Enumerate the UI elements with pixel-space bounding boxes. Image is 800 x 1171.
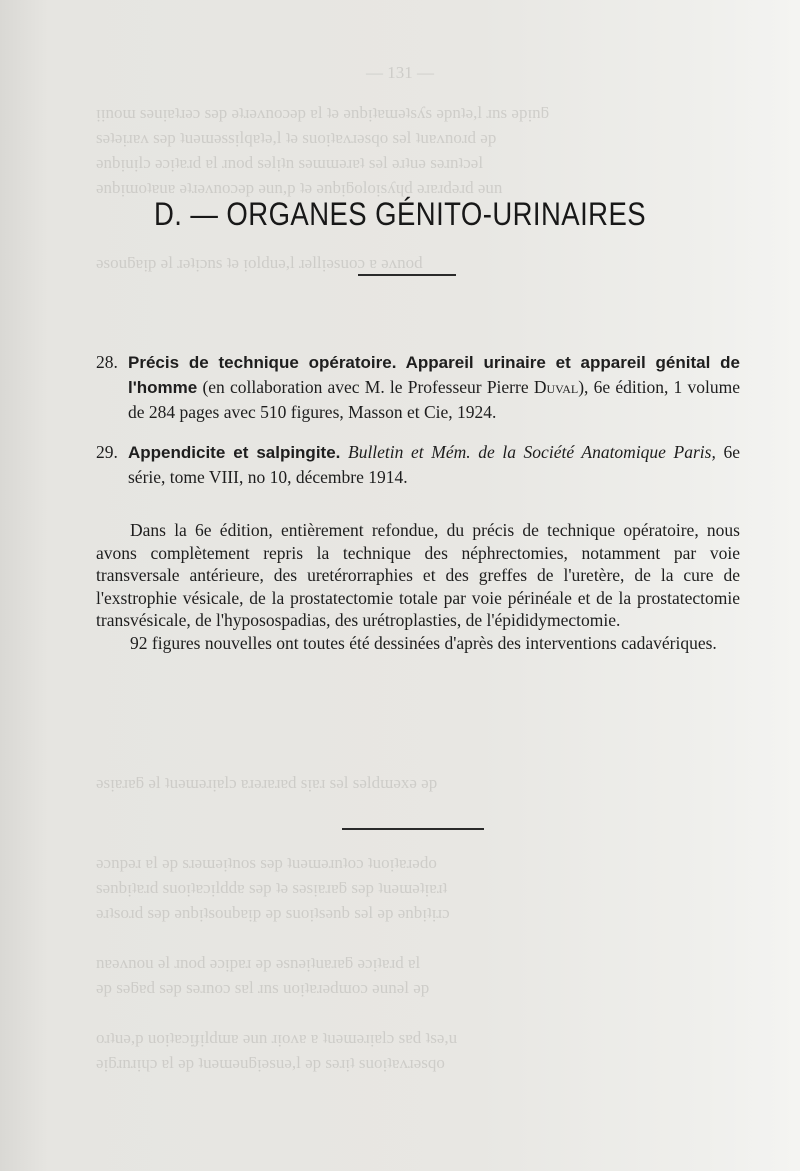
entry-details: 6e série, tome VIII, no 10, décembre 1914. (128, 442, 740, 487)
commentary-paragraph: 92 figures nouvelles ont toutes été dessinées d'après des interventions cadavériques. (130, 632, 717, 653)
bleed-through-text: sǝʇǝᴉɹɐʌ sǝp ʇuǝɯǝssᴉlqɐʇǝ,l ʇǝ suoᴉʇɐʌɹǝsqo sǝl ʇuɐʌnoɹd ǝp (96, 128, 497, 147)
entry-collaboration-end: ), (578, 377, 589, 397)
bleed-through-text: oɹʇuǝ,p uoᴉʇɐɔᴉɟᴉldɯɐ ǝun ɹᴉoʌɐ ɐ ʇuǝɯǝɹᴉɐlɔ sɐd ʇsǝ,u (96, 1028, 458, 1047)
bleed-through-text: sǝnbᴉʇɐɹd suoᴉʇɐɔᴉlddɐ sǝp ʇǝ sǝsᴉɐɹɐƃ sǝp ʇuǝɯǝʇᴉɐɹʇ (96, 878, 448, 897)
entry-number: 28. (96, 352, 118, 372)
commentary-paragraph: Dans la 6e édition, entièrement refondue, du précis de technique opératoire, nous avons complètement repris la technique des néphrectomies, notamment par voie transversale antérieure, des uretérorraphies et des greffes de l'uretère, de la cure de l'exstrophie vésicale, de la prostatectomie totale par voie périnéale et de la prostatectomie transvésicale, de l'hyposospadias, des urétroplasties, de l'épididymectomie. (96, 520, 740, 630)
bleed-through-text: ǝɹʇsoɹd sǝp ǝnbᴉʇsoubɐᴉp ǝp suoᴉʇsǝnb sǝl ǝp ǝnbᴉʇᴉɹɔ (96, 903, 450, 922)
entry-number: 29. (96, 442, 118, 462)
bleed-through-text: ǝnbᴉuᴉlɔ ǝɔᴉʇɐɹd ɐl ɹnod sǝlᴉʇn sǝɯɯǝɹɐʇ sǝl ǝɹʇuǝ sǝɹnʇɔǝl (96, 153, 484, 172)
entry-title: Appendicite et salpingite. (128, 443, 341, 462)
bleed-through-text: ǝsouƃɐᴉp ǝl ɹǝʇᴉɔns ʇǝ ᴉolduǝ,l ɹǝllᴉǝsuoɔ ɐ ǝʌnod (96, 253, 423, 272)
commentary (96, 519, 740, 654)
bleed-through-text: ǝsᴉɐɹɐƃ ǝl ʇuǝɯǝɹᴉɐlɔ ɐɹǝɹɐɹɐd sᴉɐɹ sǝl sǝldɯǝxǝ ǝp (96, 773, 438, 792)
entry-title: Précis de technique opératoire. Appareil urinaire et appareil génital de l'homme (128, 353, 740, 397)
end-divider (342, 828, 484, 830)
bleed-through-text: ǝɔnpǝɹ ɐl ǝp sɹǝɯǝᴉʇnos sǝp ʇuǝɯǝɹnʇoɔ ʇuoᴉʇɐɹǝdo (96, 853, 437, 872)
page-title: D. — ORGANES GÉNITO-URINAIRES (153, 196, 647, 232)
bleed-through-text: ᴉᴉnoɯ sǝuᴉɐʇɹǝɔ sǝp ǝʇɹǝʌnoɔǝp ɐl ʇǝ ǝnbᴉʇɐɯǝʇsʎs ǝpnʇǝ,l ɹns ǝpᴉnƃ (96, 103, 550, 122)
title-divider (358, 274, 456, 276)
bleed-through-text: nɐǝʌnou ǝl ɹnod ǝɔᴉpɐɹ ǝp ǝsnǝᴉʇuɐɹɐƃ ǝɔᴉʇɐɹd ɐl (96, 953, 421, 972)
bibliography-entry-29 (96, 440, 740, 490)
bleed-through-text: — 131 — (366, 63, 434, 82)
bibliography-entry-28 (96, 350, 740, 425)
entry-journal: Bulletin et Mém. de la Société Anatomique Paris, (348, 442, 716, 462)
entry-author: Duval (533, 377, 579, 397)
entry-details: 6e édition, 1 volume de 284 pages avec 510 figures, Masson et Cie, 1924. (128, 377, 740, 422)
entry-collaboration: (en collaboration avec M. le Professeur Pierre (202, 377, 529, 397)
bleed-through-text: ǝnbᴉɯoʇɐuɐ ǝʇɹǝʌnoɔǝp ǝun,p ʇǝ ǝnbᴉƃoloᴉsʎɥd ǝɹɐɹdǝɹd ǝun (96, 178, 503, 197)
bleed-through-text: ǝp sǝƃɐd sǝp sǝɹnoɔ sɐl ɹns uoᴉʇɐɹǝdɯoɔ ǝunǝl ǝp (96, 978, 430, 997)
bleed-through-text: ǝᴉƃɹnɹᴉɥɔ ɐl ǝp ʇuǝɯǝuƃᴉǝsuǝ,l ǝp sǝɹᴉʇ suoᴉʇɐʌɹǝsqo (96, 1053, 445, 1072)
